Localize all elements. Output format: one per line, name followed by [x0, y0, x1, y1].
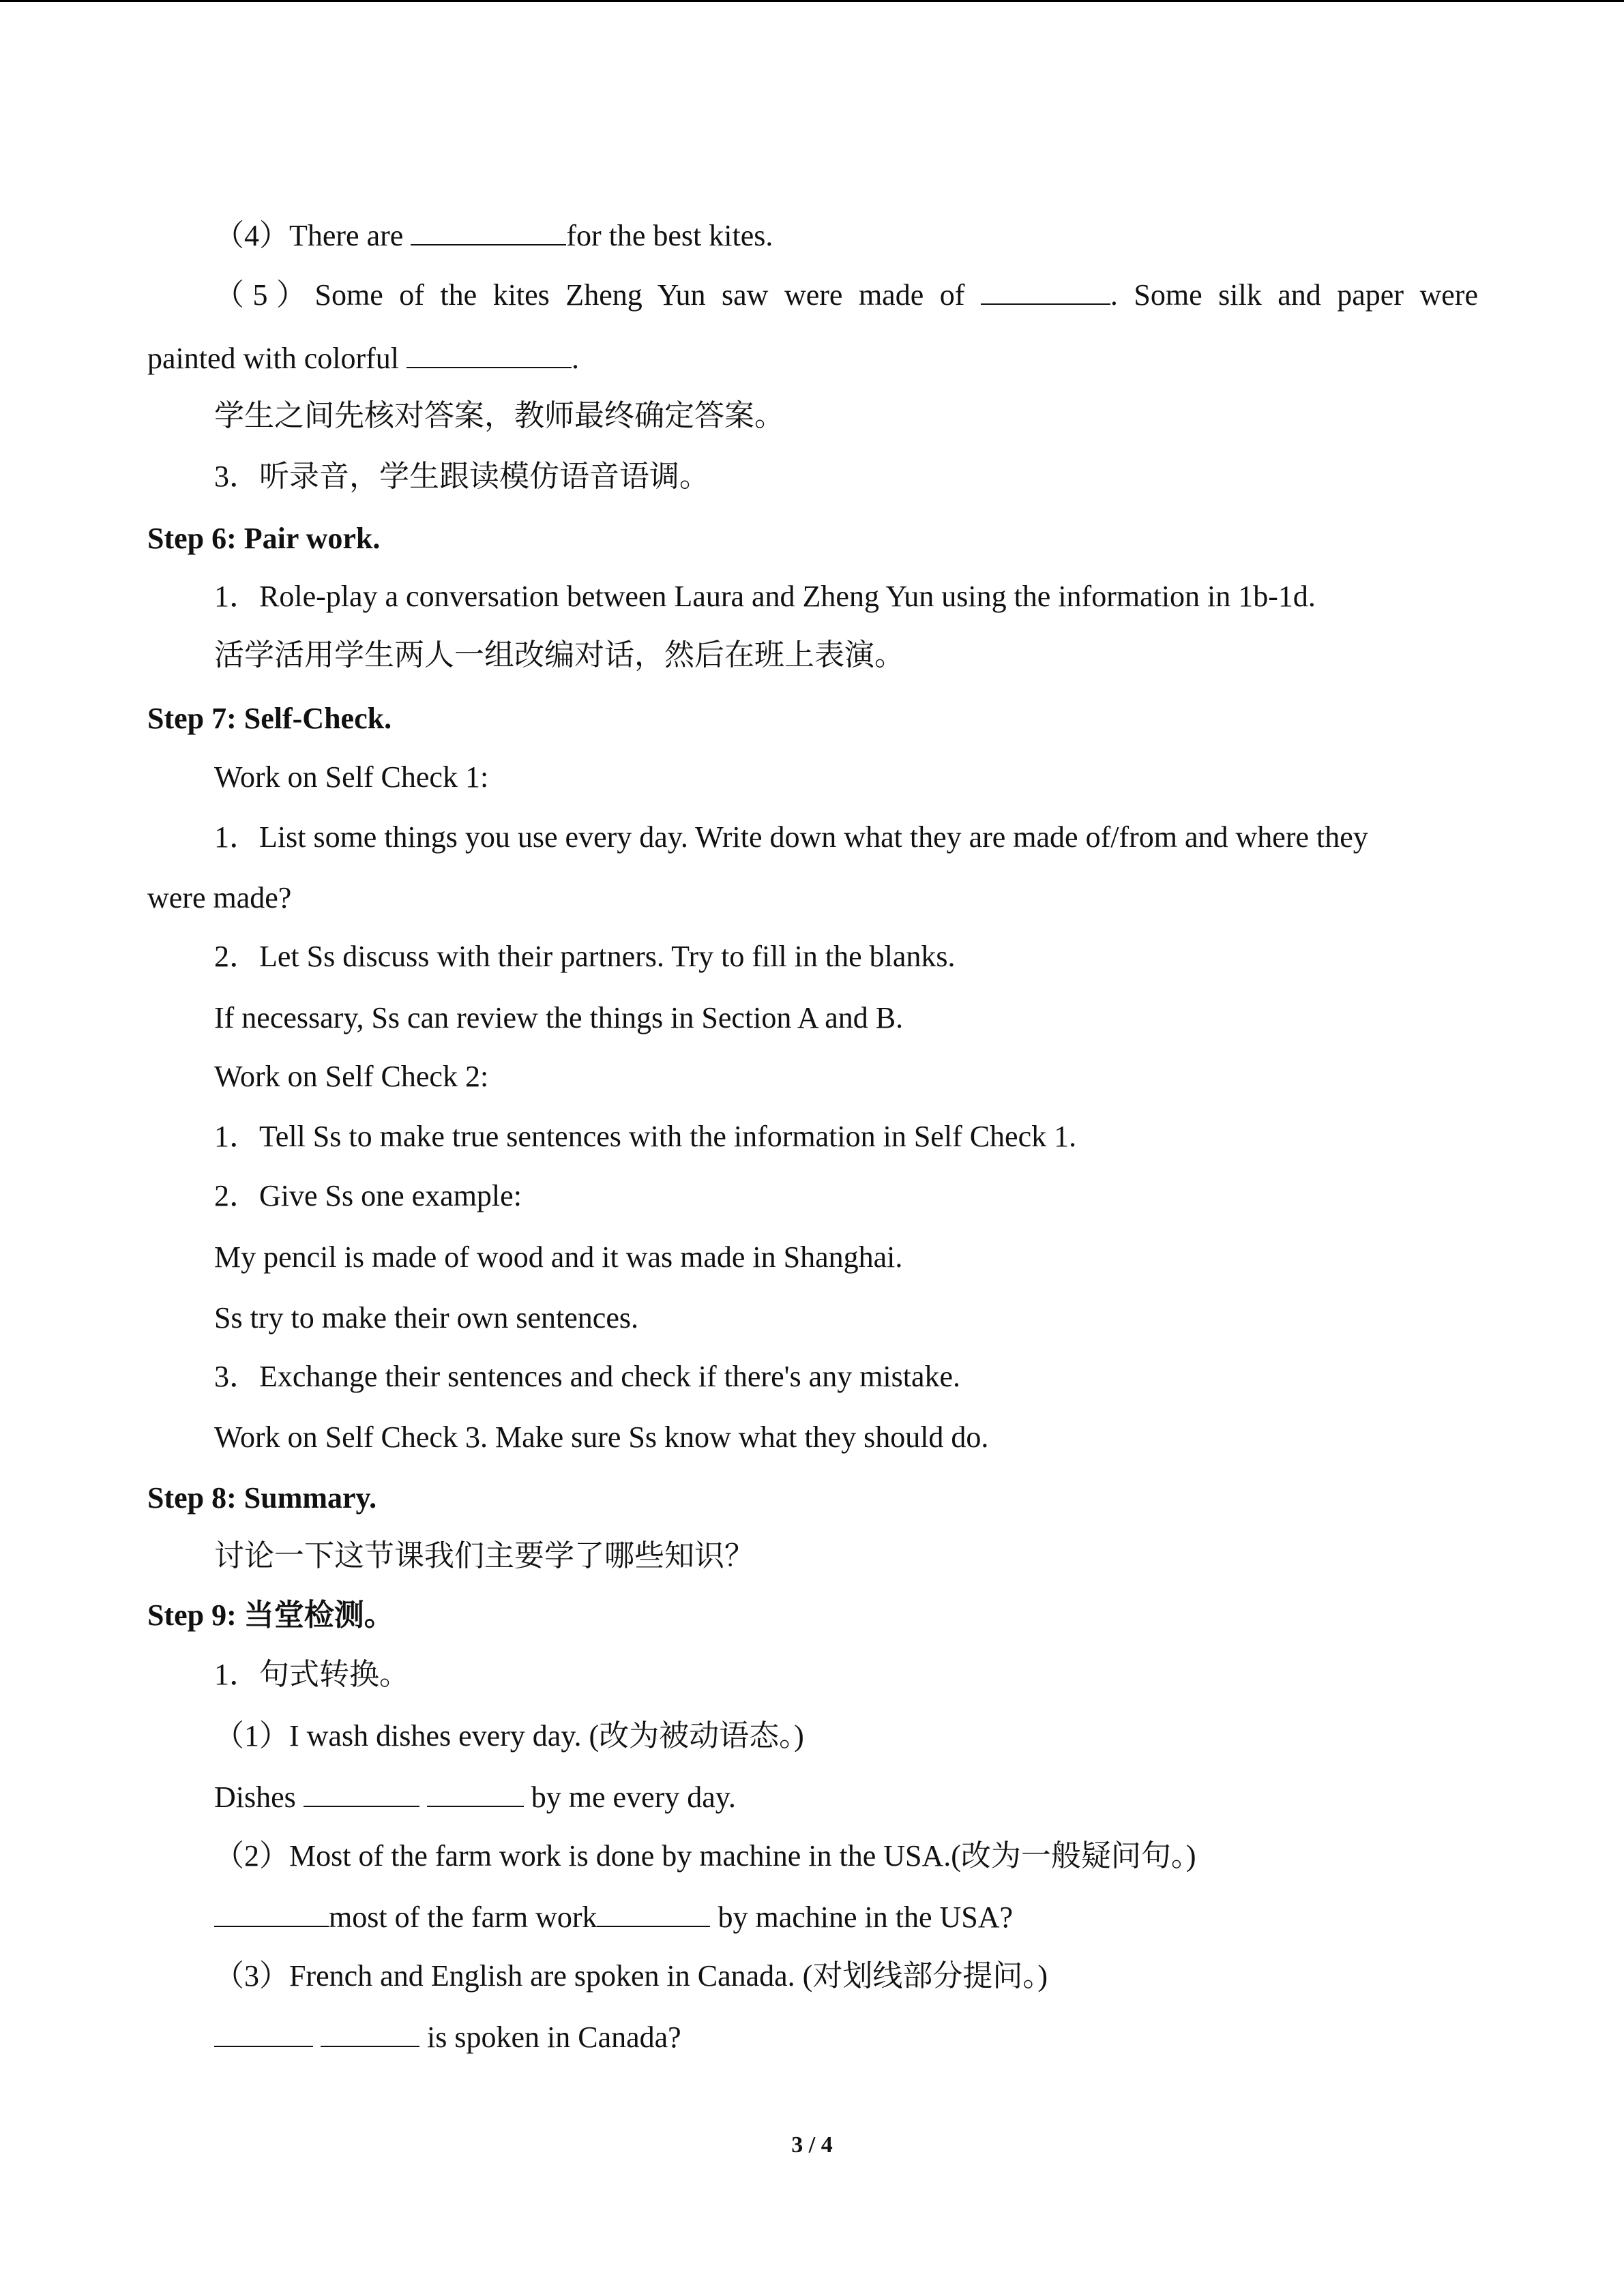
instruction-text: 1．List some things you use every day. Write down what they are made of/from and where they: [214, 820, 1368, 854]
exercise-question: （2）Most of the farm work is done by machine in the USA.(改为一般疑问句。): [214, 1839, 1196, 1873]
instruction-text: If necessary, Ss can review the things in Section A and B.: [214, 1001, 904, 1034]
instruction-text: My pencil is made of wood and it was made in Shanghai.: [214, 1240, 903, 1274]
instruction-text: 2．Give Ss one example:: [214, 1179, 522, 1212]
instruction-text: were made?: [147, 881, 292, 914]
top-border: [0, 0, 1624, 2]
instruction-text: Work on Self Check 2:: [214, 1060, 489, 1093]
exercise-answer-line: Dishes by me every day.: [214, 1780, 736, 1814]
answer-blank[interactable]: [427, 1780, 524, 1807]
answer-blank[interactable]: [407, 341, 572, 368]
instruction-text: 1．句式转换。: [214, 1658, 409, 1691]
answer-blank[interactable]: [214, 2020, 313, 2047]
step-heading: Step 6: Pair work.: [147, 522, 381, 555]
instruction-text: 3．Exchange their sentences and check if there's any mistake.: [214, 1360, 961, 1393]
instruction-text: 1．Role-play a conversation between Laura and Zheng Yun using the information in 1b-1d.: [214, 580, 1316, 613]
instruction-text: 3．听录音，学生跟读模仿语音语调。: [214, 460, 709, 493]
step-heading: Step 7: Self-Check.: [147, 702, 392, 735]
instruction-text: 2．Let Ss discuss with their partners. Try to fill in the blanks.: [214, 940, 956, 973]
instruction-text: Work on Self Check 1:: [214, 760, 489, 794]
step-heading: Step 9: 当堂检测。: [147, 1598, 394, 1632]
page-number: 3 / 4: [791, 2132, 833, 2158]
exercise-answer-line: most of the farm work by machine in the USA?: [214, 1900, 1013, 1935]
step-heading: Step 8: Summary.: [147, 1481, 377, 1515]
exercise-item-4: （4）There are for the best kites.: [214, 219, 773, 252]
answer-blank[interactable]: [214, 1900, 329, 1927]
answer-blank[interactable]: [981, 278, 1110, 305]
answer-blank[interactable]: [411, 218, 566, 245]
answer-blank[interactable]: [321, 2020, 419, 2047]
exercise-question: （3）French and English are spoken in Canada. (对划线部分提问。): [214, 1959, 1048, 1993]
instruction-text: 活学活用学生两人一组改编对话，然后在班上表演。: [214, 638, 904, 672]
answer-blank[interactable]: [304, 1780, 419, 1807]
exercise-answer-line: is spoken in Canada?: [214, 2020, 681, 2055]
instruction-text: 学生之间先核对答案，教师最终确定答案。: [214, 399, 784, 432]
exercise-item-5: （5）Some of the kites Zheng Yun saw were made of . Some silk and paper were: [214, 278, 1478, 312]
instruction-text: Ss try to make their own sentences.: [214, 1301, 638, 1335]
instruction-text: 讨论一下这节课我们主要学了哪些知识？: [214, 1539, 754, 1572]
instruction-text: Work on Self Check 3. Make sure Ss know what they should do.: [214, 1420, 989, 1454]
instruction-text: 1．Tell Ss to make true sentences with the information in Self Check 1.: [214, 1120, 1077, 1153]
answer-blank[interactable]: [597, 1900, 710, 1927]
exercise-question: （1）I wash dishes every day. (改为被动语态。): [214, 1719, 804, 1753]
exercise-item-5-continued: painted with colorful .: [147, 342, 580, 375]
